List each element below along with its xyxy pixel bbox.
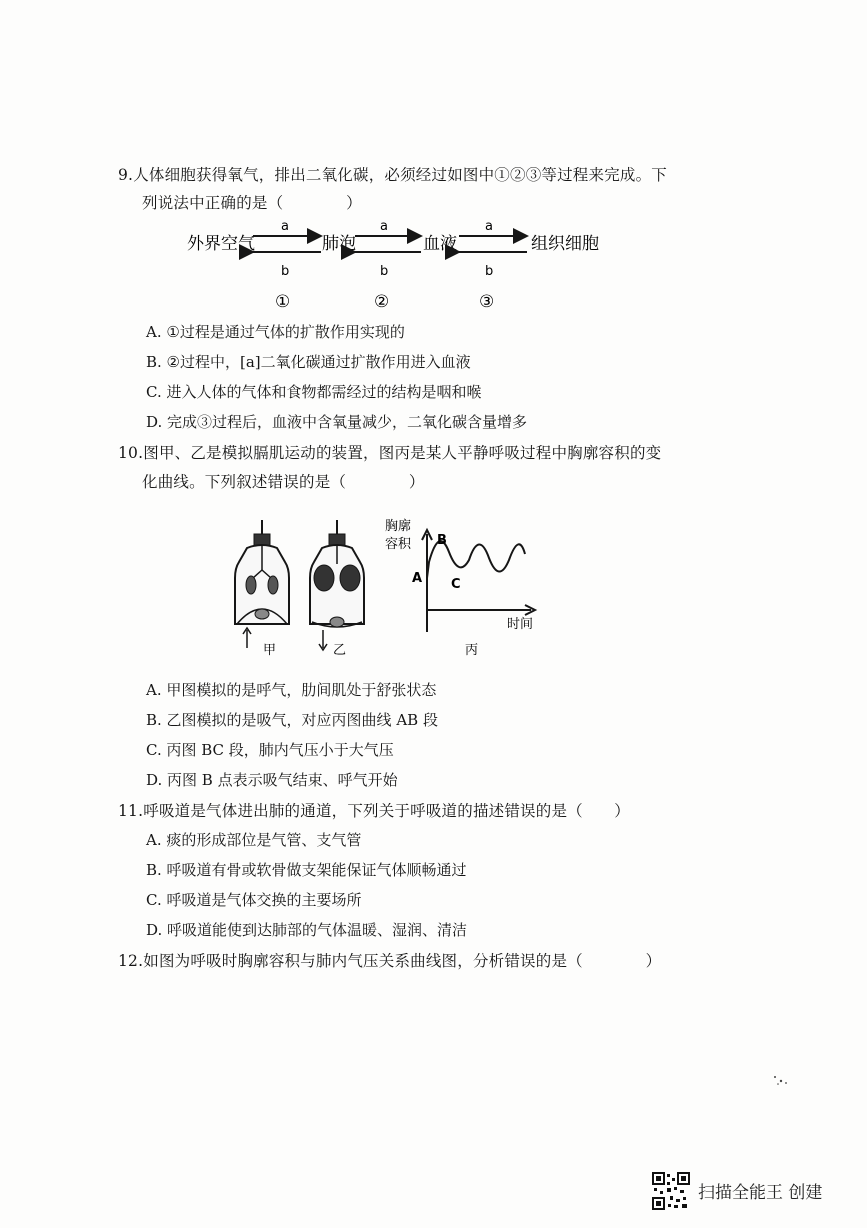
label-b-2: b bbox=[380, 264, 389, 279]
label-yi: 乙 bbox=[333, 643, 347, 658]
q9-option-a: A. ①过程是通过气体的扩散作用实现的 bbox=[146, 323, 405, 341]
q9-diagram bbox=[185, 212, 605, 317]
watermark-text: 扫描全能王 创建 bbox=[698, 1183, 823, 1203]
label-bing: 丙 bbox=[465, 643, 479, 658]
node-blood: 血液 bbox=[423, 234, 457, 254]
label-a-2: a bbox=[380, 219, 388, 234]
step-3: ③ bbox=[479, 292, 495, 312]
step-2: ② bbox=[374, 292, 390, 312]
q11-option-c: C. 呼吸道是气体交换的主要场所 bbox=[146, 891, 362, 909]
point-c-label: C bbox=[451, 577, 461, 592]
bell-jar-jia bbox=[235, 520, 289, 648]
step-1: ① bbox=[275, 292, 291, 312]
q10-option-a: A. 甲图模拟的是呼气，肋间肌处于舒张状态 bbox=[146, 681, 437, 699]
node-tissue-cells: 组织细胞 bbox=[531, 234, 599, 254]
q10-option-b: B. 乙图模拟的是吸气，对应丙图曲线 AB 段 bbox=[146, 711, 438, 729]
scanner-watermark bbox=[652, 1172, 852, 1208]
node-alveoli: 肺泡 bbox=[322, 234, 356, 254]
q9-option-b: B. ②过程中，[a]二氧化碳通过扩散作用进入血液 bbox=[146, 353, 471, 371]
label-a-3: a bbox=[485, 219, 493, 234]
bell-jar-yi bbox=[310, 520, 364, 650]
q9-option-c: C. 进入人体的气体和食物都需经过的结构是咽和喉 bbox=[146, 383, 482, 401]
node-outside-air: 外界空气 bbox=[187, 234, 255, 254]
q10-option-d: D. 丙图 B 点表示吸气结束、呼气开始 bbox=[146, 771, 398, 789]
x-axis-label: 时间 bbox=[507, 617, 534, 632]
q9-option-d: D. 完成③过程后，血液中含氧量减少，二氧化碳含量增多 bbox=[146, 413, 528, 431]
point-a-label: A bbox=[412, 571, 423, 586]
q10-option-c: C. 丙图 BC 段，肺内气压小于大气压 bbox=[146, 741, 394, 759]
q10-stem-line2: 化曲线。下列叙述错误的是（ ） bbox=[142, 473, 425, 491]
point-b-label: B bbox=[437, 533, 447, 548]
q12-stem: 12.如图为呼吸时胸廓容积与肺内气压关系曲线图，分析错误的是（ ） bbox=[118, 952, 662, 970]
q10-stem-line1: 10.图甲、乙是模拟膈肌运动的装置，图丙是某人平静呼吸过程中胸廓容积的变 bbox=[118, 444, 662, 462]
label-b-3: b bbox=[485, 264, 494, 279]
q11-option-b: B. 呼吸道有骨或软骨做支架能保证气体顺畅通过 bbox=[146, 861, 467, 879]
scan-speck bbox=[772, 1073, 790, 1087]
q9-stem-line2: 列说法中正确的是（ ） bbox=[142, 194, 362, 212]
label-a-1: a bbox=[281, 219, 289, 234]
label-b-1: b bbox=[281, 264, 290, 279]
qr-code-icon bbox=[652, 1172, 690, 1210]
y-axis-label-line1: 胸廓 bbox=[385, 519, 412, 534]
q11-stem: 11.呼吸道是气体进出肺的通道，下列关于呼吸道的描述错误的是（ ） bbox=[118, 802, 630, 820]
q11-option-d: D. 呼吸道能使到达肺部的气体温暖、湿润、清洁 bbox=[146, 921, 468, 939]
q9-stem-line1: 9.人体细胞获得氧气，排出二氧化碳，必须经过如图中①②③等过程来完成。下 bbox=[118, 166, 667, 184]
q10-figure bbox=[225, 512, 545, 662]
q11-option-a: A. 痰的形成部位是气管、支气管 bbox=[146, 831, 362, 849]
y-axis-label-line2: 容积 bbox=[385, 537, 412, 552]
label-jia: 甲 bbox=[263, 643, 277, 658]
